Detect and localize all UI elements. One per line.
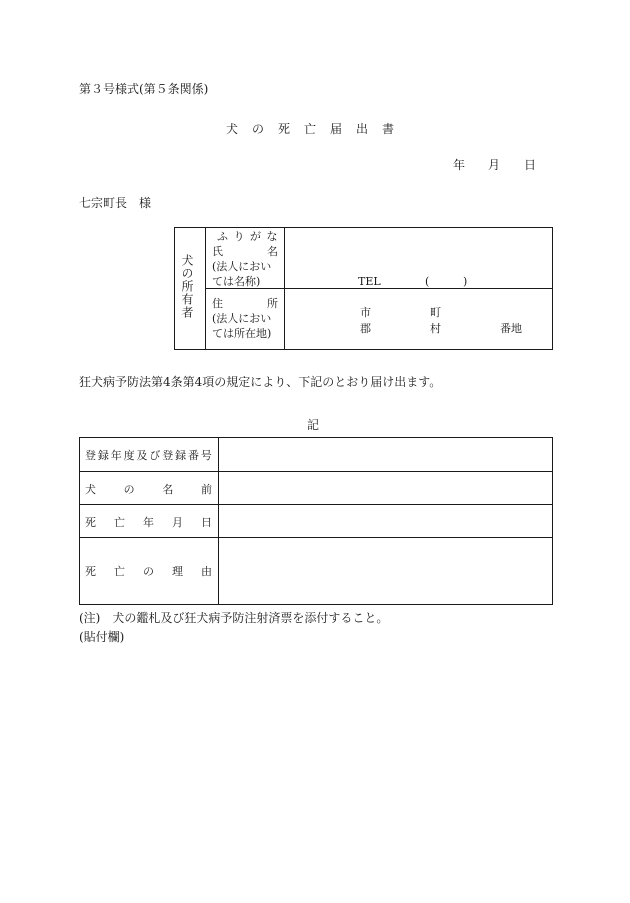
row-label-registration: [85, 448, 212, 463]
address-town: 町: [430, 306, 441, 319]
attachment-area-label: (貼付欄): [79, 630, 125, 644]
page-title: 犬 の 死 亡 届 出 書: [226, 122, 396, 136]
owner-side-label: 犬の所有者: [180, 254, 194, 319]
ki-label: 記: [307, 418, 320, 432]
row-label-dog-name: [85, 482, 212, 497]
label-char: 録: [97, 449, 109, 462]
address-village: 村: [430, 322, 441, 335]
label-char: 登: [162, 449, 174, 462]
date-day: 日: [524, 158, 537, 172]
label-char: 亡: [114, 516, 125, 529]
row-label-death-date: [85, 515, 212, 530]
tel-label: TEL: [358, 275, 381, 288]
address-lot: 番地: [500, 322, 522, 335]
name-label: [212, 244, 278, 259]
form-number: 第３号様式(第５条関係): [79, 82, 209, 96]
address-note-1: (法人におい: [212, 312, 272, 325]
address-label-char: 所: [267, 297, 278, 310]
address-county: 郡: [360, 322, 371, 335]
name-field[interactable]: [285, 228, 552, 288]
attachment-note: (注) 犬の鑑札及び狂犬病予防注射済票を添付すること。: [79, 611, 389, 625]
row-label-death-reason: [85, 564, 212, 579]
registration-field[interactable]: [219, 438, 552, 471]
label-char: 録: [175, 449, 187, 462]
label-char: の: [123, 483, 135, 496]
label-char: 名: [162, 483, 174, 496]
label-char: 度: [123, 449, 135, 462]
label-char: 前: [200, 483, 212, 496]
label-char: 理: [172, 565, 183, 578]
death-date-field[interactable]: [219, 505, 552, 537]
address-note-2: ては所在地): [212, 327, 272, 340]
date-month: 月: [488, 158, 501, 172]
date-year: 年: [453, 158, 466, 172]
address-city: 市: [360, 306, 371, 319]
furigana-label: ふ り が な: [217, 230, 279, 243]
label-char: 及: [136, 449, 148, 462]
label-char: 日: [201, 516, 212, 529]
tel-field[interactable]: [430, 272, 462, 288]
name-label-char: 氏: [212, 245, 223, 258]
address-field[interactable]: [285, 289, 552, 349]
label-char: 死: [85, 516, 96, 529]
label-char: 番: [188, 449, 199, 462]
address-label: [212, 296, 278, 311]
addressee: 七宗町長 様: [79, 196, 152, 210]
dog-name-field[interactable]: [219, 472, 552, 504]
statement: 狂犬病予防法第4条第4項の規定により、下記のとおり届け出ます。: [79, 375, 442, 389]
label-char: 犬: [85, 483, 96, 496]
name-label-char: 名: [267, 245, 278, 258]
address-label-char: 住: [212, 297, 223, 310]
label-char: の: [143, 565, 154, 578]
label-char: 死: [85, 565, 96, 578]
label-char: 月: [172, 516, 183, 529]
tel-paren-close: ): [463, 275, 468, 288]
name-note-2: ては名称): [212, 275, 261, 288]
label-char: 由: [201, 565, 212, 578]
tel-paren-open: (: [425, 275, 430, 288]
label-char: 年: [143, 516, 154, 529]
name-note-1: (法人におい: [212, 260, 272, 273]
label-char: 号: [200, 449, 212, 462]
label-char: 亡: [114, 565, 125, 578]
label-char: び: [149, 449, 161, 462]
death-reason-field[interactable]: [219, 538, 552, 604]
label-char: 登: [85, 449, 96, 462]
label-char: 年: [110, 449, 122, 462]
